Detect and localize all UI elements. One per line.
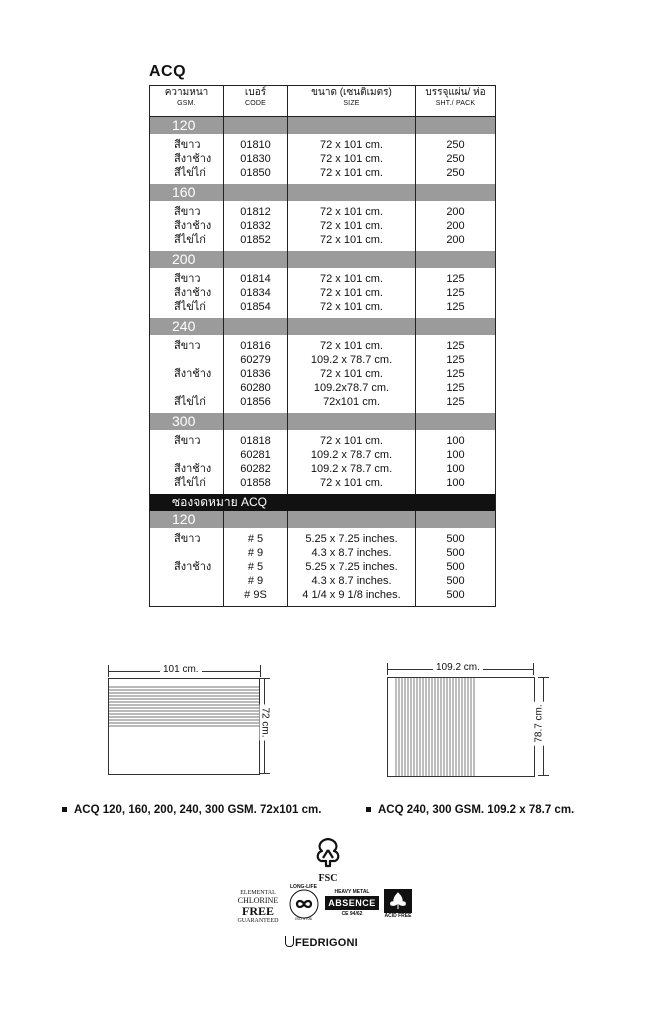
color-cell: สีขาว <box>150 339 224 353</box>
size-cell: 72 x 101 cm. <box>288 138 416 152</box>
code-cell: 01856 <box>224 395 288 409</box>
code-cell: 01818 <box>224 434 288 448</box>
color-cell: สีขาว <box>150 434 224 448</box>
color-cell: สีงาช้าง <box>150 462 224 476</box>
size-cell: 72 x 101 cm. <box>288 367 416 381</box>
heavy-metal-absence-logo: HEAVY METAL ABSENCE CE 94/62 <box>325 889 379 921</box>
pack-cell: 125 <box>416 353 496 367</box>
section-heading-row <box>150 494 496 511</box>
size-cell: 72 x 101 cm. <box>288 272 416 286</box>
code-cell: 01852 <box>224 233 288 247</box>
pack-cell: 500 <box>416 546 496 560</box>
code-cell: # 5 <box>224 560 288 574</box>
gsm-label: 200 <box>150 251 224 268</box>
code-cell: # 9 <box>224 546 288 560</box>
long-life-top: LONG-LIFE <box>290 884 317 890</box>
code-cell: 01850 <box>224 166 288 180</box>
size-cell: 72 x 101 cm. <box>288 286 416 300</box>
section-heading: ซองจดหมาย ACQ <box>150 494 496 511</box>
table-row <box>150 476 496 490</box>
code-cell: 01858 <box>224 476 288 490</box>
pack-cell: 200 <box>416 219 496 233</box>
color-cell <box>150 546 224 560</box>
diagram-right-height-label: 78.7 cm. <box>534 701 545 745</box>
table-row <box>150 272 496 286</box>
band-cell <box>416 511 496 528</box>
pack-cell: 200 <box>416 233 496 247</box>
gsm-band-row <box>150 413 496 430</box>
fedrigoni-mark-icon <box>285 936 294 947</box>
size-cell: 109.2x78.7 cm. <box>288 381 416 395</box>
color-cell: สีขาว <box>150 205 224 219</box>
color-cell <box>150 448 224 462</box>
table-row <box>150 560 496 574</box>
code-cell: 01836 <box>224 367 288 381</box>
pack-cell: 125 <box>416 339 496 353</box>
band-cell <box>224 318 288 335</box>
code-cell: 01816 <box>224 339 288 353</box>
size-cell: 72 x 101 cm. <box>288 300 416 314</box>
pack-cell: 125 <box>416 367 496 381</box>
pack-cell: 125 <box>416 300 496 314</box>
code-cell: 01810 <box>224 138 288 152</box>
band-cell <box>288 511 416 528</box>
code-cell: # 5 <box>224 532 288 546</box>
code-cell: # 9 <box>224 574 288 588</box>
table-row <box>150 381 496 395</box>
fsc-tree-icon <box>308 836 348 868</box>
long-life-bottom: ISO 9706 <box>295 916 312 921</box>
pack-cell: 100 <box>416 448 496 462</box>
size-cell: 72 x 101 cm. <box>288 152 416 166</box>
table-row <box>150 233 496 247</box>
table-row <box>150 532 496 546</box>
band-cell <box>416 318 496 335</box>
pack-cell: 500 <box>416 588 496 602</box>
gsm-label: 240 <box>150 318 224 335</box>
table-row <box>150 300 496 314</box>
band-cell <box>224 184 288 201</box>
table-header-row <box>150 86 496 117</box>
pack-cell: 500 <box>416 560 496 574</box>
gsm-band-row <box>150 184 496 201</box>
gsm-label: 120 <box>150 117 224 135</box>
pack-cell: 500 <box>416 532 496 546</box>
color-cell: สีงาช้าง <box>150 286 224 300</box>
size-cell: 72 x 101 cm. <box>288 434 416 448</box>
table-row <box>150 448 496 462</box>
gsm-label: 300 <box>150 413 224 430</box>
color-cell: สีงาช้าง <box>150 219 224 233</box>
header-size: ขนาด (เซนติเมตร) SIZE <box>288 86 416 117</box>
gsm-band-row <box>150 251 496 268</box>
band-cell <box>224 413 288 430</box>
code-cell: 01834 <box>224 286 288 300</box>
header-pack: บรรจุแผ่น/ ห่อ SHT./ PACK <box>416 86 496 117</box>
band-cell <box>288 184 416 201</box>
pack-cell: 125 <box>416 286 496 300</box>
gsm-band-row <box>150 318 496 335</box>
table-row <box>150 166 496 180</box>
leaf-icon <box>389 892 407 910</box>
size-cell: 4.3 x 8.7 inches. <box>288 546 416 560</box>
code-cell: 01812 <box>224 205 288 219</box>
band-cell <box>288 318 416 335</box>
code-cell: 60281 <box>224 448 288 462</box>
table-row <box>150 546 496 560</box>
size-cell: 4.3 x 8.7 inches. <box>288 574 416 588</box>
band-cell <box>416 117 496 135</box>
color-cell: สีขาว <box>150 272 224 286</box>
pack-cell: 250 <box>416 152 496 166</box>
grain-lines-horizontal <box>109 679 259 774</box>
color-cell <box>150 574 224 588</box>
ecf-logo: ELEMENTAL CHLORINE FREE GUARANTEED <box>237 890 279 924</box>
diagram-right-width-label: 109.2 cm. <box>433 662 483 673</box>
color-cell: สีไข่ไก่ <box>150 233 224 247</box>
band-cell <box>224 117 288 135</box>
pack-cell: 100 <box>416 476 496 490</box>
table-row <box>150 138 496 152</box>
size-cell: 109.2 x 78.7 cm. <box>288 448 416 462</box>
code-cell: 60280 <box>224 381 288 395</box>
fsc-label: FSC <box>318 873 338 884</box>
color-cell: สีขาว <box>150 532 224 546</box>
code-cell: 01814 <box>224 272 288 286</box>
acid-free-logo: ACID FREE <box>384 889 412 919</box>
color-cell: สีไข่ไก่ <box>150 166 224 180</box>
spacer-cell <box>288 602 416 607</box>
product-title: ACQ <box>149 63 187 80</box>
spacer-cell <box>224 602 288 607</box>
gsm-band-row <box>150 117 496 135</box>
pack-cell: 500 <box>416 574 496 588</box>
size-cell: 5.25 x 7.25 inches. <box>288 532 416 546</box>
color-cell: สีไข่ไก่ <box>150 476 224 490</box>
size-cell: 72 x 101 cm. <box>288 166 416 180</box>
long-life-logo <box>288 884 320 921</box>
code-cell: 60282 <box>224 462 288 476</box>
sheet-109x78 <box>387 677 535 777</box>
size-cell: 109.2 x 78.7 cm. <box>288 462 416 476</box>
pack-cell: 125 <box>416 272 496 286</box>
gsm-band-row <box>150 511 496 528</box>
color-cell: สีงาช้าง <box>150 367 224 381</box>
diagram-left-height-label: 72 cm. <box>260 704 271 740</box>
code-cell: # 9S <box>224 588 288 602</box>
table-row <box>150 462 496 476</box>
color-cell: สีไข่ไก่ <box>150 300 224 314</box>
fedrigoni-brand: FEDRIGONI <box>285 936 358 949</box>
band-cell <box>288 117 416 135</box>
diagram-left-width-label: 101 cm. <box>160 664 202 675</box>
color-cell <box>150 353 224 367</box>
pack-cell: 100 <box>416 434 496 448</box>
size-cell: 5.25 x 7.25 inches. <box>288 560 416 574</box>
table-row <box>150 574 496 588</box>
fsc-logo <box>308 836 348 884</box>
spacer-cell <box>416 602 496 607</box>
size-cell: 72 x 101 cm. <box>288 339 416 353</box>
caption-left: ACQ 120, 160, 200, 240, 300 GSM. 72x101 cm. <box>62 804 321 816</box>
band-cell <box>288 251 416 268</box>
table-row <box>150 434 496 448</box>
pack-cell: 125 <box>416 395 496 409</box>
color-cell: สีงาช้าง <box>150 560 224 574</box>
header-code: เบอร์ CODE <box>224 86 288 117</box>
spec-table-body <box>150 117 496 607</box>
bullet-square-icon <box>62 807 67 812</box>
table-row <box>150 367 496 381</box>
size-cell: 109.2 x 78.7 cm. <box>288 353 416 367</box>
code-cell: 01832 <box>224 219 288 233</box>
band-cell <box>416 413 496 430</box>
size-cell: 72 x 101 cm. <box>288 205 416 219</box>
pack-cell: 125 <box>416 381 496 395</box>
size-cell: 4 1/4 x 9 1/8 inches. <box>288 588 416 602</box>
table-row <box>150 152 496 166</box>
grain-lines-vertical <box>388 678 534 776</box>
pack-cell: 250 <box>416 138 496 152</box>
color-cell <box>150 588 224 602</box>
band-cell <box>288 413 416 430</box>
color-cell: สีขาว <box>150 138 224 152</box>
sheet-72x101 <box>108 678 260 775</box>
table-row <box>150 395 496 409</box>
band-cell <box>416 251 496 268</box>
code-cell: 01830 <box>224 152 288 166</box>
gsm-label: 120 <box>150 511 224 528</box>
size-cell: 72 x 101 cm. <box>288 219 416 233</box>
table-row <box>150 588 496 602</box>
header-gsm: ความหนา GSM. <box>150 86 224 117</box>
size-cell: 72 x 101 cm. <box>288 233 416 247</box>
pack-cell: 200 <box>416 205 496 219</box>
table-row <box>150 353 496 367</box>
band-cell <box>224 511 288 528</box>
size-cell: 72 x 101 cm. <box>288 476 416 490</box>
spacer-row <box>150 602 496 607</box>
bullet-square-icon <box>366 807 371 812</box>
pack-cell: 100 <box>416 462 496 476</box>
color-cell: สีงาช้าง <box>150 152 224 166</box>
size-cell: 72x101 cm. <box>288 395 416 409</box>
spec-table <box>149 85 496 607</box>
gsm-label: 160 <box>150 184 224 201</box>
table-row <box>150 219 496 233</box>
caption-right: ACQ 240, 300 GSM. 109.2 x 78.7 cm. <box>366 804 574 816</box>
table-row <box>150 286 496 300</box>
band-cell <box>416 184 496 201</box>
color-cell: สีไข่ไก่ <box>150 395 224 409</box>
table-row <box>150 205 496 219</box>
band-cell <box>224 251 288 268</box>
color-cell <box>150 381 224 395</box>
code-cell: 01854 <box>224 300 288 314</box>
pack-cell: 250 <box>416 166 496 180</box>
table-row <box>150 339 496 353</box>
spacer-cell <box>150 602 224 607</box>
code-cell: 60279 <box>224 353 288 367</box>
